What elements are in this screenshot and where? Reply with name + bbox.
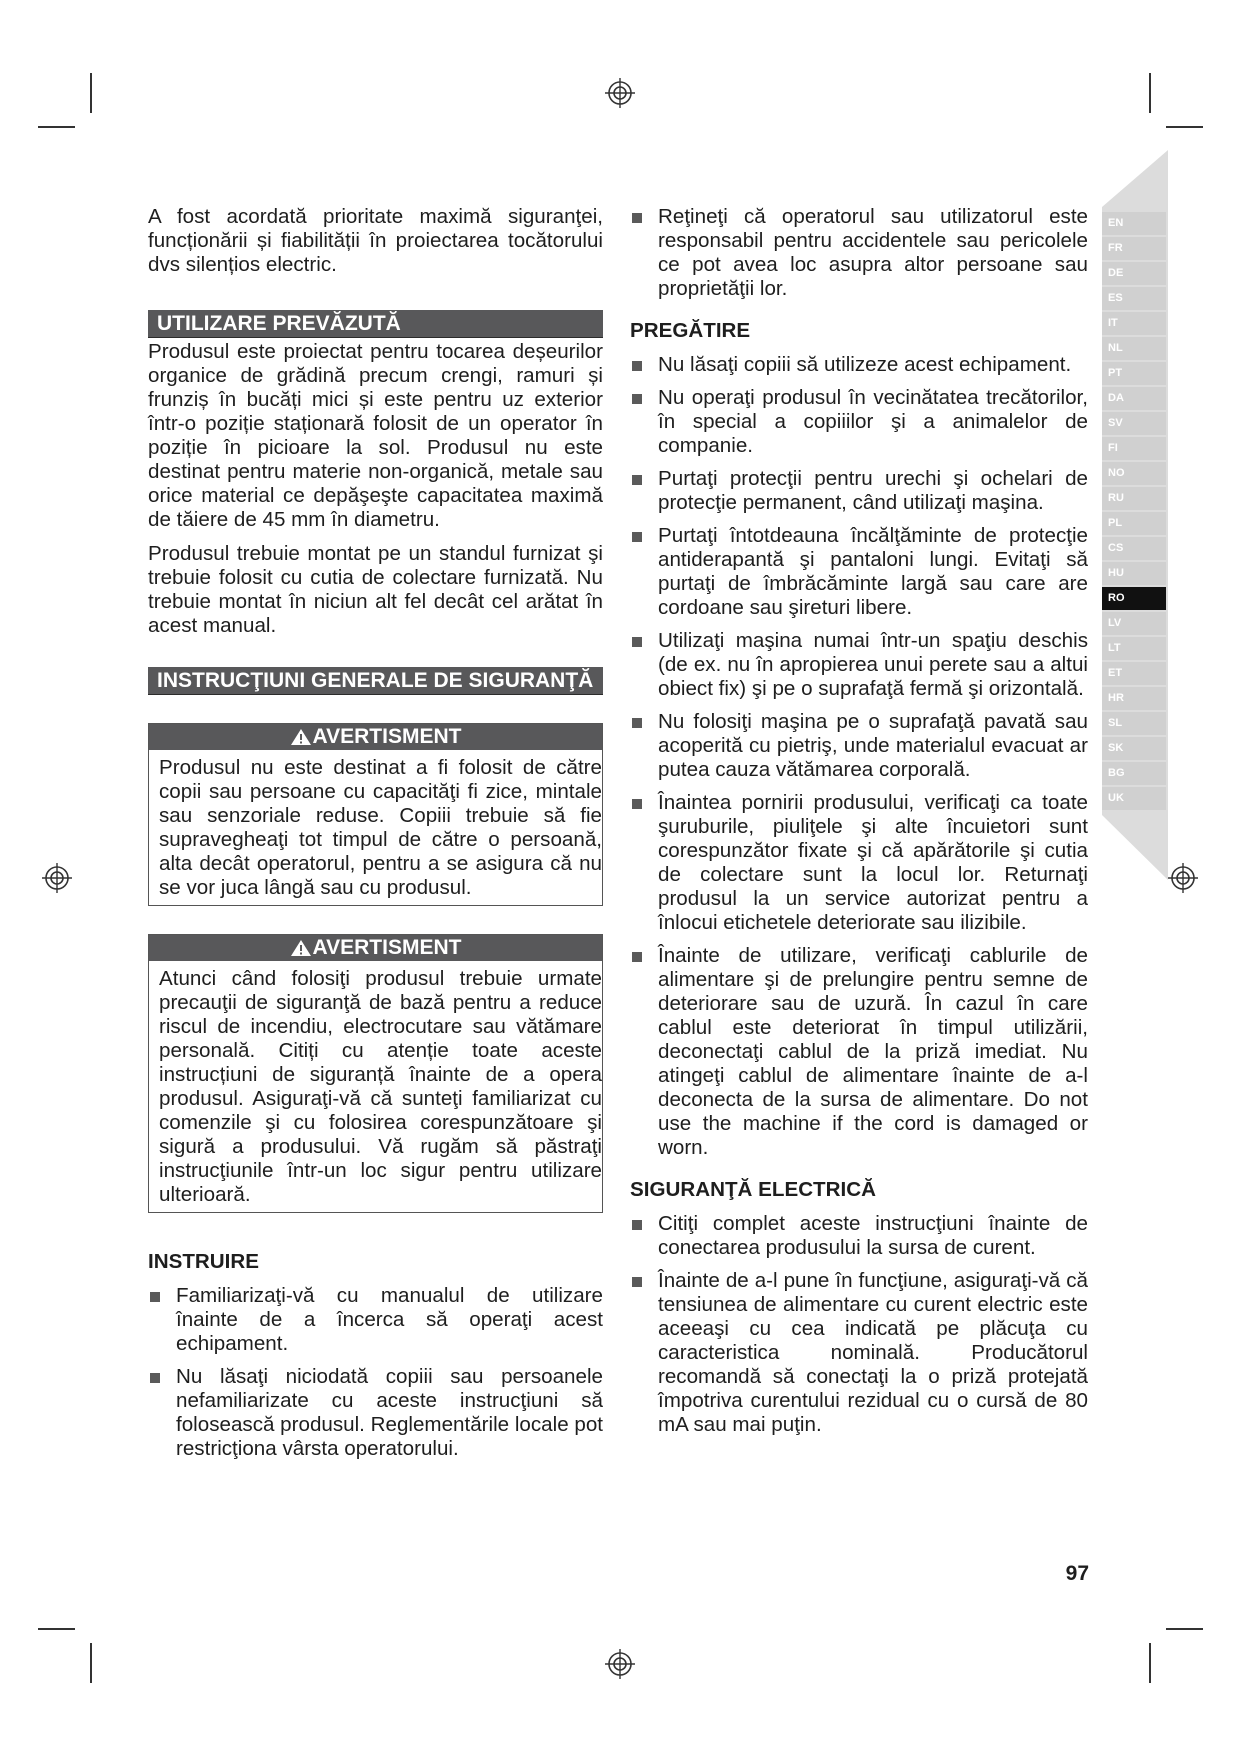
warning-triangle-icon: [290, 728, 312, 746]
list-item: Purtaţi protecţii pentru urechi şi ochelari de protecţie permanent, când utilizaţi maşina.: [630, 467, 1088, 515]
bullet-square-icon: [150, 1373, 160, 1383]
language-tab[interactable]: HR: [1102, 687, 1166, 710]
left-column: [148, 205, 603, 1470]
warning-triangle-icon: [290, 939, 312, 957]
crop-mark: [1149, 1643, 1151, 1683]
warning-text: Produsul nu este destinat a fi folosit de către copii sau persoane cu capacităţi fi zice, mintale sau senzoriale reduse. Copiii trebuie să fie supravegheaţi tot timpul de către o persoană, alta decât operatorul, pentru a se asigura că nu se vor juca lângă sau cu produsul.: [159, 756, 602, 899]
registration-mark-icon: [605, 1649, 635, 1679]
list-item: Nu folosiţi maşina pe o suprafaţă pavată sau acoperită cu pietriş, unde materialul evacuat ar putea cauza vătămarea corporală.: [630, 710, 1088, 782]
section-heading-intended-use: UTILIZARE PREVĂZUTĂ: [148, 310, 603, 338]
language-tab[interactable]: FI: [1102, 437, 1166, 460]
list-item: Purtaţi întotdeauna încălţăminte de protecţie antiderapantă şi pantaloni lungi. Evitaţi să purtaţi de îmbrăcăminte largă sau care are cordoane sau şireturi libere.: [630, 524, 1088, 620]
registration-mark-icon: [1168, 863, 1198, 893]
list-item: Familiarizaţi-vă cu manualul de utilizare înainte de a încerca să operaţi acest echipament.: [148, 1284, 603, 1356]
crop-mark: [38, 126, 75, 128]
list-item: Nu operaţi produsul în vecinătatea trecătorilor, în special a copiiilor şi a animalelor de companie.: [630, 386, 1088, 458]
warning-box: [148, 934, 603, 1213]
language-tab[interactable]: LV: [1102, 612, 1166, 635]
language-tab[interactable]: IT: [1102, 312, 1166, 335]
list-item: Utilizaţi maşina numai într-un spaţiu deschis (de ex. nu în apropierea unui perete sau a altui obiect fix) şi pe o suprafaţă fermă şi orizontală.: [630, 629, 1088, 701]
bullet-square-icon: [632, 361, 642, 371]
warning-title: AVERTISMENT: [312, 936, 462, 959]
warning-header: [149, 724, 602, 750]
list-item: Înainte de a-l pune în funcţiune, asiguraţi-vă că tensiunea de alimentare cu curent electric este aceeaşi cu cea indicată pe plăcuţa cu caracteristica nominală. Producătorul recomandă să conectaţi la o priză protejată împotriva curentului rezidual cu o cursă de 80 mA sau mai puţin.: [630, 1269, 1088, 1437]
language-tab[interactable]: ES: [1102, 287, 1166, 310]
language-tab[interactable]: UK: [1102, 787, 1166, 810]
language-tab[interactable]: FR: [1102, 237, 1166, 260]
language-tabs: [1102, 150, 1168, 880]
training-heading: INSTRUIRE: [148, 1250, 259, 1273]
section-heading-safety: INSTRUCŢIUNI GENERALE DE SIGURANŢĂ: [148, 667, 603, 695]
bullet-square-icon: [632, 799, 642, 809]
bullet-square-icon: [632, 475, 642, 485]
preparation-heading: PREGĂTIRE: [630, 319, 751, 342]
list-item: Nu lăsaţi niciodată copiii sau persoanele nefamiliarizate cu aceste instrucţiuni să folosească produsul. Reglementările locale pot restricţiona vârsta operatorului.: [148, 1365, 603, 1461]
bullet-square-icon: [632, 718, 642, 728]
bullet-square-icon: [632, 1220, 642, 1230]
list-item: Reţineţi că operatorul sau utilizatorul este responsabil pentru accidentele sau pericolele ce pot avea loc asupra altor persoane sau proprietăţii lor.: [630, 205, 1088, 301]
bullet-square-icon: [632, 394, 642, 404]
language-tab[interactable]: CS: [1102, 537, 1166, 560]
language-tab[interactable]: SL: [1102, 712, 1166, 735]
language-tab[interactable]: ET: [1102, 662, 1166, 685]
warning-text: Atunci când folosiţi produsul trebuie urmate precauţii de siguranţă de bază pentru a reduce riscul de incendiu, electrocutare sau vătămare personală. Citiți cu atenție toate aceste instrucțiuni de siguranță înainte de a opera produsul. Asiguraţi-vă că sunteţi familiarizat cu comenzile şi cu folosirea corespunzătoare şi sigură a produsului. Vă rugăm să păstraţi instrucţiunile într-un loc sigur pentru utilizare ulterioară.: [159, 967, 602, 1206]
crop-mark: [90, 1643, 92, 1683]
list-item: Nu lăsaţi copiii să utilizeze acest echipament.: [630, 353, 1088, 377]
registration-mark-icon: [605, 78, 635, 108]
language-tab[interactable]: HU: [1102, 562, 1166, 585]
language-tab[interactable]: SK: [1102, 737, 1166, 760]
language-tab[interactable]: PL: [1102, 512, 1166, 535]
language-tab[interactable]: NO: [1102, 462, 1166, 485]
bullet-square-icon: [150, 1292, 160, 1302]
language-tab[interactable]: LT: [1102, 637, 1166, 660]
crop-mark: [1166, 126, 1203, 128]
crop-mark: [90, 73, 92, 113]
bullet-square-icon: [632, 637, 642, 647]
language-tab-active[interactable]: RO: [1102, 587, 1166, 610]
crop-mark: [1149, 73, 1151, 113]
intended-use-paragraph: Produsul trebuie montat pe un standul furnizat şi trebuie folosit cu cutia de colectare furnizată. Nu trebuie montat în niciun alt fel decât cel arătat în acest manual.: [148, 542, 603, 637]
bullet-square-icon: [632, 952, 642, 962]
bullet-square-icon: [632, 1277, 642, 1287]
language-tab[interactable]: SV: [1102, 412, 1166, 435]
list-item: Înaintea pornirii produsului, verificaţi ca toate şuruburile, piuliţele şi alte încuietori sunt corespunzător fixate şi că apărătorile şi cutia de colectare sunt la locul lor. Returnaţi produsul la un service autorizat pentru a înlocui etichetele deteriorate sau ilizibile.: [630, 791, 1088, 935]
intended-use-paragraph: Produsul este proiectat pentru tocarea deșeurilor organice de grădină precum crengi, ramuri și frunziș în bucăți mici și este pentru uz exterior într-o poziție staționară folosit de un operator în poziție în picioare la sol. Produsul nu este destinat pentru materie non-organică, metale sau orice material ce depăşeşte capacitatea maximă de tăiere de 45 mm în diametru.: [148, 340, 603, 531]
crop-mark: [1166, 1628, 1203, 1630]
language-tab[interactable]: RU: [1102, 487, 1166, 510]
right-column: [630, 205, 1088, 1446]
page-number: 97: [1065, 1562, 1089, 1585]
list-item: Citiţi complet aceste instrucţiuni înainte de conectarea produsului la sursa de curent.: [630, 1212, 1088, 1260]
warning-header: [149, 935, 602, 961]
language-tab[interactable]: EN: [1102, 212, 1166, 235]
bullet-square-icon: [632, 532, 642, 542]
language-tab[interactable]: BG: [1102, 762, 1166, 785]
registration-mark-icon: [42, 863, 72, 893]
intro-paragraph: A fost acordată prioritate maximă siguranţei, funcționării și fiabilității în proiectarea tocătorului dvs silențios electric.: [148, 205, 603, 276]
warning-title: AVERTISMENT: [312, 725, 462, 748]
language-tab[interactable]: DA: [1102, 387, 1166, 410]
language-tab[interactable]: PT: [1102, 362, 1166, 385]
crop-mark: [38, 1628, 75, 1630]
bullet-square-icon: [632, 213, 642, 223]
warning-box: [148, 723, 603, 906]
language-tab[interactable]: DE: [1102, 262, 1166, 285]
electrical-safety-heading: SIGURANŢĂ ELECTRICĂ: [630, 1178, 876, 1201]
language-tab[interactable]: NL: [1102, 337, 1166, 360]
list-item: Înainte de utilizare, verificaţi cablurile de alimentare şi de prelungire pentru semne de deteriorare sau de uzură. În cazul în care cablul este deteriorat în timpul utilizării, deconectaţi cablul de la priză imediat. Nu atingeţi cablul de alimentare înainte de a-l deconecta de la sursa de alimentare. Do not use the machine if the cord is damaged or worn.: [630, 944, 1088, 1160]
